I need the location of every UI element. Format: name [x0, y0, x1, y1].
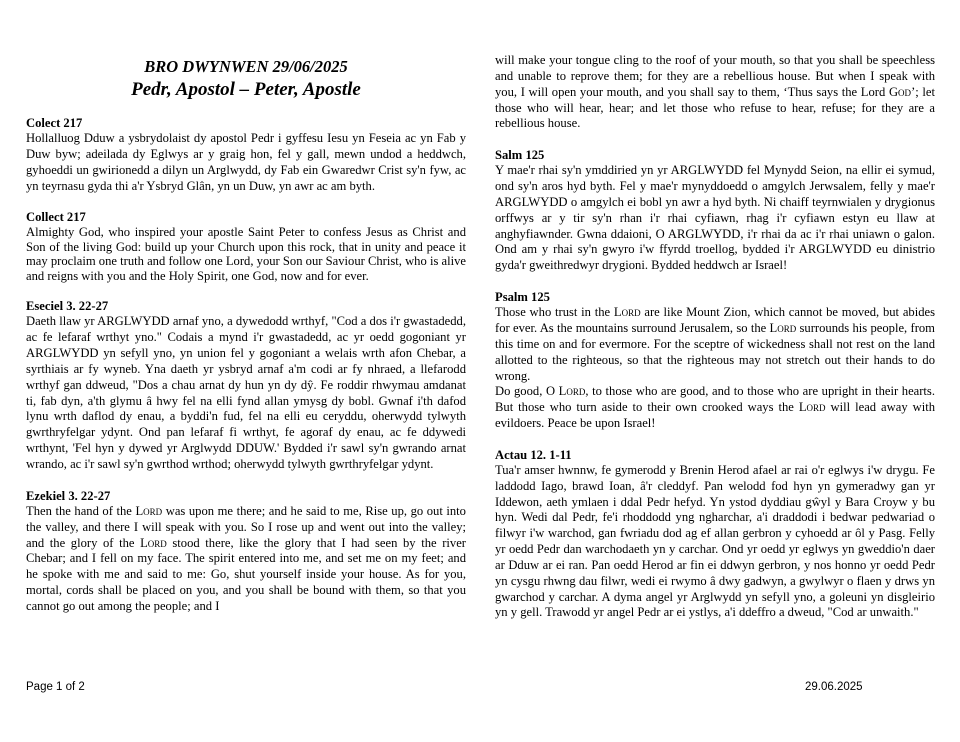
collect-welsh-heading: Colect 217 [26, 116, 83, 130]
eseciel-section [26, 298, 466, 472]
title-line-1: BRO DWYNWEN 29/06/2025 [144, 57, 348, 76]
actau-heading: Actau 12. 1-11 [495, 447, 572, 462]
ezekiel-text: Then the hand of the Lord was upon me there; and he said to me, Rise up, go out into the valley, and there I will speak with you. So I rose up and went out into the valley; and the glory of the Lord stood there, like the glory that I had seen by the river Chebar; and I fell on my face. The spirit entered into me, and set me on my feet; and he spoke with me and said to me: Go, shut yourself inside your house. As for you, mortal, cords shall be placed on you, and you shall be bound with them, so that you cannot go out among the people; and I [26, 503, 466, 613]
actau-section [495, 447, 935, 621]
actau-text: Tua'r amser hwnnw, fe gymerodd y Brenin Herod afael ar rai o'r eglwys i'w drygu. Fe laddodd Iago, brawd Ioan, â'r cleddyf. Pan welodd fod hyn yn gymeradwy gan yr Iddewon, aeth ymlaen i ddal Pedr hefyd. Yn ystod dyddiau gŵyl y Bara Croyw y bu hyn. Wedi dal Pedr, fe'i rhoddodd yng ngharchar, a'i draddodi i bedwar pedwariad o filwyr i'w warchod, gan fwriadu dod ag ef allan gerbron y cyhoedd ar ôl y Pasg. Felly yr oedd Pedr dan warchodaeth yn y carchar. Ond yr oedd yr eglwys yn gweddio'n daer ar Dduw ar ei ran. Pan oedd Herod ar fin ei ddwyn gerbron, y nos honno yr oedd Pedr yn cysgu rhwng dau filwr, wedi ei rwymo â dwy gadwyn, a gwylwyr o flaen y drws yn gwarchod y carchar. A dyma angel yr Arglwydd yn sefyll yno, a goleuni yn disgleirio yn y gell. Trawodd yr angel Pedr ar ei ystlys, a'i ddeffro a dweud, "Cod ar unwaith." [495, 462, 935, 620]
eseciel-heading: Eseciel 3. 22-27 [26, 299, 109, 314]
ezekiel-continued [495, 53, 935, 132]
right-column [495, 53, 935, 621]
psalm-section [495, 289, 935, 432]
page-title [26, 56, 466, 101]
salm-section [495, 147, 935, 274]
psalm-text-1: Those who trust in the Lord are like Mount Zion, which cannot be moved, but abides for ever. As the mountains surround Jerusalem, so the Lord surrounds his people, from this time on and for evermore. For the sceptre of wickedness shall not rest on the land allotted to the righteous, so that the righteous may not stretch out their hands to do wrong. [495, 305, 935, 383]
collect-english-section [26, 209, 466, 283]
footer-date: 29.06.2025 [805, 681, 863, 693]
collect-welsh-section [26, 115, 466, 194]
psalm-text-2: Do good, O Lord, to those who are good, and to those who are upright in their hearts. But those who turn aside to their own crooked ways the Lord will lead away with evildoers. Peace be upon Israel! [495, 384, 936, 431]
collect-english-heading: Collect 217 [26, 210, 86, 225]
collect-welsh-text: Hollalluog Dduw a ysbrydolaist dy apostol Pedr i gyffesu Iesu yn Feseia ac yn Fab y Duw byw; adeilada dy Eglwys ar y graig hon, fel y gall, mewn undod a heddwch, gyhoeddi un gwirionedd a dilyn un Arglwydd, dy Fab ein Gwaredwr Crist sy'n fyw, ac yn teyrnasu gyda thi a'r Ysbryd Glân, yn un Duw, yn awr ac am byth. [26, 131, 466, 193]
salm-heading: Salm 125 [495, 148, 545, 163]
salm-text: Y mae'r rhai sy'n ymddiried yn yr ARGLWYDD fel Mynydd Seion, na ellir ei symud, ond sy'n aros hyd byth. Fel y mae'r mynyddoedd o amgylch Jerwsalem, felly y mae'r ARGLWYDD o amgylch ei bobl yn awr a hyd byth. Ni chaiff teyrnwialen y drygionus orffwys ar y tir sy'n rhan i'r rhai cyfiawn, rhag i'r cyfiawn estyn eu llaw at anghyfiawnder. Gwna ddaioni, O ARGLWYDD, i'r rhai da ac i'r rhai uniawn o galon. Ond am y rhai sy'n gwyro i'w ffyrdd troellog, bydded i'r ARGLWYDD eu dinistrio gyda'r gweithredwyr drygioni. Bydded heddwch ar Israel! [495, 163, 935, 273]
eseciel-text: Daeth llaw yr ARGLWYDD arnaf yno, a dywedodd wrthyf, "Cod a dos i'r gwastadedd, ac fe lefaraf wrthyt yno." Codais a mynd i'r gwastadedd, ac yr oedd gogoniant yr ARGLWYDD yn sefyll yno, yn union fel y gogoniant a welais wrth afon Chebar, a syrthiais ar fy wyneb. Yna daeth yr ysbryd arnaf a'm codi ar fy nhraed, a llefarodd wrthyf gan ddweud, "Dos a chau arnat dy hun yn dy dŷ. Fe roddir rhwymau amdanat ti, fab dyn, a'th glymu â hwy fel na elli fynd allan ymysg dy bobl. Gwnaf i'th dafod lynu wrth daflod dy enau, a byddi'n fud, fel na elli eu ceryddu, oherwydd tylwyth gwrthryfelgar ydynt. Ond pan lefaraf fi wrthyt, fe agoraf dy enau, ac fe ddywedi wrthynt, 'Fel hyn y dywed yr Arglwydd DDUW.' Bydded i'r sawl sy'n gwrando arnat wrando, ac i'r sawl sy'n gwrthod wrthod; oherwydd tylwyth gwrthryfelgar ydynt. [26, 314, 466, 471]
left-column [26, 115, 466, 615]
psalm-heading: Psalm 125 [495, 290, 550, 305]
ezekiel-continued-text: will make your tongue cling to the roof of your mouth, so that you shall be speechless and unable to reprove them; for they are a rebellious house. But when I speak with you, I will open your mouth, and you shall say to them, ‘Thus says the Lord God’; let those who will hear, hear; and let those who refuse to hear, refuse; for they are a rebellious house. [495, 53, 935, 131]
page-number: Page 1 of 2 [26, 681, 85, 693]
ezekiel-heading: Ezekiel 3. 22-27 [26, 488, 111, 503]
collect-english-text: Almighty God, who inspired your apostle Saint Peter to confess Jesus as Christ and Son of the living God: build up your Church upon this rock, that in unity and peace it may proclaim one truth and follow one Lord, your Son our Saviour Christ, who is alive and reigns with you and the Holy Spirit, one God, now and for ever. [26, 225, 466, 283]
ezekiel-section [26, 488, 466, 615]
title-line-2: Pedr, Apostol – Peter, Apostle [131, 79, 361, 100]
